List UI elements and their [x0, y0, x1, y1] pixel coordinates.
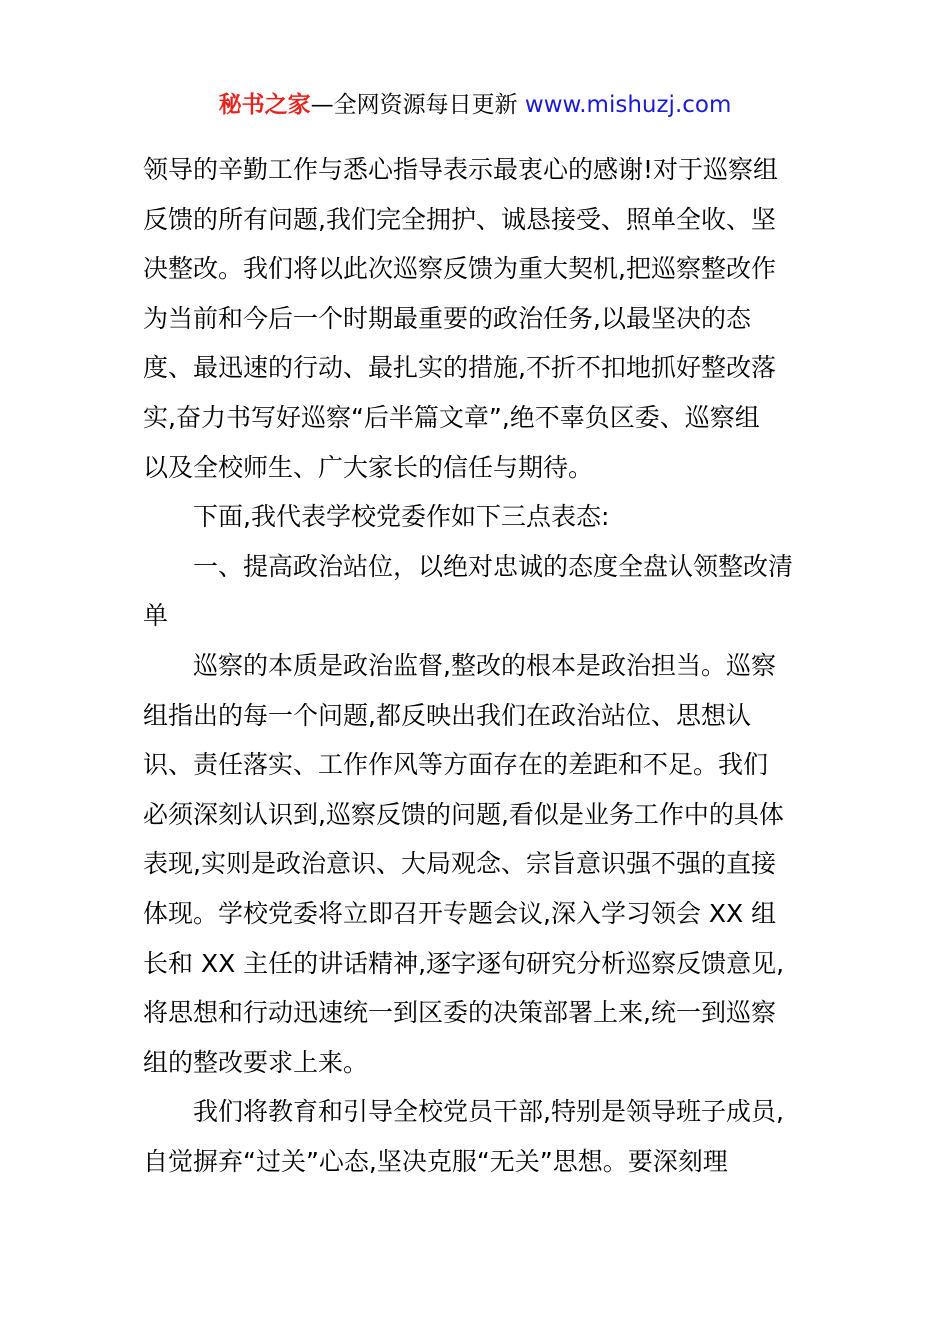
document-body: [143, 145, 809, 1186]
text-line: 实,奋力书写好巡察“后半篇文章”,绝不辜负区委、巡察组: [143, 402, 760, 432]
site-url[interactable]: www.mishuzj.com: [524, 92, 732, 118]
text-line: 以及全校师生、广大家长的信任与期待。: [143, 452, 594, 482]
page-header: [0, 88, 950, 122]
text-line: 决整改。我们将以此次巡察反馈为重大契机,把巡察整改作: [143, 254, 776, 284]
text-line: 将思想和行动迅速统一到区委的决策部署上来,统一到巡察: [143, 998, 776, 1028]
text-line: 组的整改要求上来。: [143, 1047, 369, 1077]
paragraph-start-line: 巡察的本质是政治监督,整改的根本是政治担当。巡察: [193, 650, 776, 680]
brand-name: 秘书之家: [218, 92, 311, 118]
paragraph-start-line: 我们将教育和引导全校党员干部,特别是领导班子成员,: [193, 1097, 784, 1127]
section-heading-line: 一、提高政治站位，以绝对忠诚的态度全盘认领整改清: [193, 551, 794, 581]
text-line: 体现。学校党委将立即召开专题会议,深入学习领会 XX 组: [143, 898, 777, 928]
text-line: 长和 XX 主任的讲话精神,逐字逐句研究分析巡察反馈意见,: [143, 948, 785, 978]
text-line: 表现,实则是政治意识、大局观念、宗旨意识强不强的直接: [143, 849, 776, 879]
text-line: 组指出的每一个问题,都反映出我们在政治站位、思想认: [143, 700, 751, 730]
text-line: 反馈的所有问题,我们完全拥护、诚恳接受、照单全收、坚: [143, 204, 776, 234]
section-heading-line: 单: [143, 601, 169, 631]
text-line: 度、最迅速的行动、最扎实的措施,不折不扣地抓好整改落: [143, 353, 776, 383]
text-line: 识、责任落实、工作作风等方面存在的差距和不足。我们: [143, 750, 769, 780]
paragraph-start-line: 下面,我代表学校党委作如下三点表态:: [193, 502, 610, 532]
text-line: 必须深刻认识到,巡察反馈的问题,看似是业务工作中的具体: [143, 799, 784, 829]
text-line: 领导的辛勤工作与悉心指导表示最衷心的感谢!对于巡察组: [143, 155, 779, 184]
text-line: 自觉摒弃“过关”心态,坚决克服“无关”思想。要深刻理: [143, 1146, 728, 1176]
header-tagline: —全网资源每日更新: [310, 92, 525, 118]
text-line: 为当前和今后一个时期最重要的政治任务,以最坚决的态: [143, 303, 751, 333]
